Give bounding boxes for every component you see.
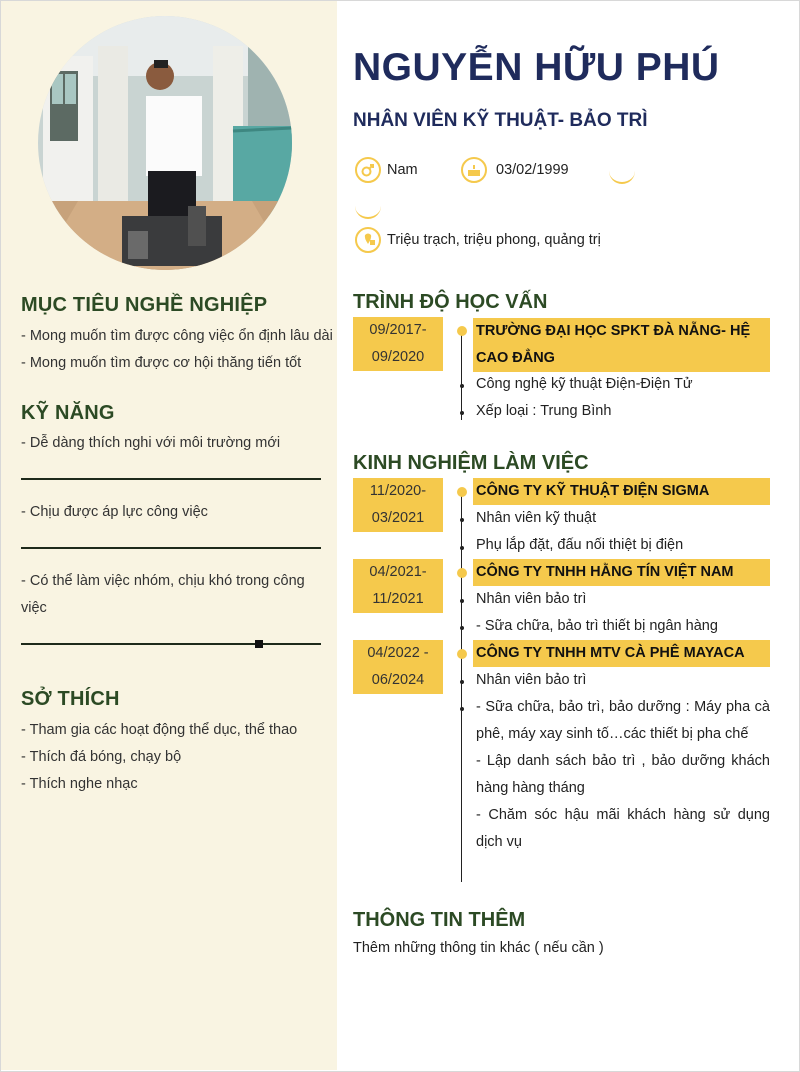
timeline-dot: [457, 487, 467, 497]
job-title: NHÂN VIÊN KỸ THUẬT- BẢO TRÌ: [353, 110, 648, 131]
experience-title: KINH NGHIỆM LÀM VIỆC: [353, 452, 589, 474]
birthdate-value: 03/02/1999: [496, 162, 569, 178]
job-task: - Lập danh sách bảo trì , bảo dưỡng khách hàng hàng tháng: [476, 753, 770, 796]
company-name: CÔNG TY TNHH MTV CÀ PHÊ MAYACA: [473, 640, 770, 667]
email-icon: [355, 193, 381, 219]
objective-title: MỤC TIÊU NGHỀ NGHIỆP: [21, 294, 268, 316]
job-date: 04/2022 - 06/2024: [353, 640, 443, 694]
timeline-bullet: [460, 680, 464, 684]
job-role: Nhân viên bảo trì: [476, 591, 587, 607]
hobby-item: - Thích nghe nhạc: [21, 776, 138, 792]
profile-photo: [38, 16, 292, 270]
objective-item: - Mong muốn tìm được cơ hội thăng tiến tốt: [21, 355, 302, 371]
gender-icon: [355, 157, 381, 183]
hobby-item: - Thích đá bóng, chạy bộ: [21, 749, 182, 765]
education-date: 09/2017- 09/2020: [353, 317, 443, 371]
skill-divider: [21, 547, 321, 549]
timeline-bullet: [460, 546, 464, 550]
job-role: Nhân viên kỹ thuật: [476, 510, 597, 526]
major: Công nghệ kỹ thuật Điện-Điện Tử: [476, 376, 693, 392]
timeline-bullet: [460, 411, 464, 415]
timeline-bullet: [460, 707, 464, 711]
skills-title: KỸ NĂNG: [21, 402, 115, 424]
grade: Xếp loại : Trung Bình: [476, 403, 612, 419]
avatar: [38, 16, 292, 270]
address-value: Triệu trạch, triệu phong, quảng trị: [387, 232, 601, 248]
objective-item: - Mong muốn tìm được công việc ổn định lâu dài: [21, 328, 333, 344]
job-task: Phụ lắp đặt, đấu nối thiệt bị điện: [476, 537, 684, 553]
hobby-item: - Tham gia các hoạt động thể dục, thể thao: [21, 722, 298, 738]
skill-divider: [21, 478, 321, 480]
company-name: CÔNG TY KỸ THUẬT ĐIỆN SIGMA: [473, 478, 770, 505]
skill-item: - Có thể làm việc nhóm, chịu khó trong công việc: [21, 573, 305, 616]
education-title: TRÌNH ĐỘ HỌC VẤN: [353, 291, 548, 313]
job-date: 04/2021- 11/2021: [353, 559, 443, 613]
full-name: NGUYỄN HỮU PHÚ: [353, 46, 720, 89]
school-name: TRƯỜNG ĐẠI HỌC SPKT ĐÀ NẴNG- HỆ CAO ĐẲNG: [473, 318, 770, 372]
skill-level-marker: [255, 640, 263, 648]
timeline-dot: [457, 649, 467, 659]
timeline-dot: [457, 326, 467, 336]
job-task: - Sữa chữa, bảo trì, bảo dưỡng : Máy pha cà phê, máy xay sinh tố…các thiết bị pha chế: [476, 699, 770, 742]
location-icon: [355, 227, 381, 253]
timeline-bullet: [460, 626, 464, 630]
birthday-cake-icon: [461, 157, 487, 183]
skill-divider: [21, 643, 321, 645]
job-role: Nhân viên bảo trì: [476, 672, 587, 688]
timeline-bullet: [460, 384, 464, 388]
additional-text: Thêm những thông tin khác ( nếu cần ): [353, 940, 604, 956]
company-name: CÔNG TY TNHH HẰNG TÍN VIỆT NAM: [473, 559, 770, 586]
phone-icon: [609, 158, 635, 184]
skill-item: - Dễ dàng thích nghi với môi trường mới: [21, 435, 281, 451]
timeline-line: [461, 330, 462, 420]
timeline-dot: [457, 568, 467, 578]
gender-value: Nam: [387, 162, 418, 178]
job-task: - Sữa chữa, bảo trì thiết bị ngân hàng: [476, 618, 718, 634]
hobbies-title: SỞ THÍCH: [21, 688, 120, 710]
job-task: - Chăm sóc hậu mãi khách hàng sử dụng dịch vụ: [476, 807, 770, 850]
job-date: 11/2020- 03/2021: [353, 478, 443, 532]
additional-title: THÔNG TIN THÊM: [353, 909, 526, 931]
skill-item: - Chịu được áp lực công việc: [21, 504, 208, 520]
timeline-bullet: [460, 518, 464, 522]
timeline-bullet: [460, 599, 464, 603]
